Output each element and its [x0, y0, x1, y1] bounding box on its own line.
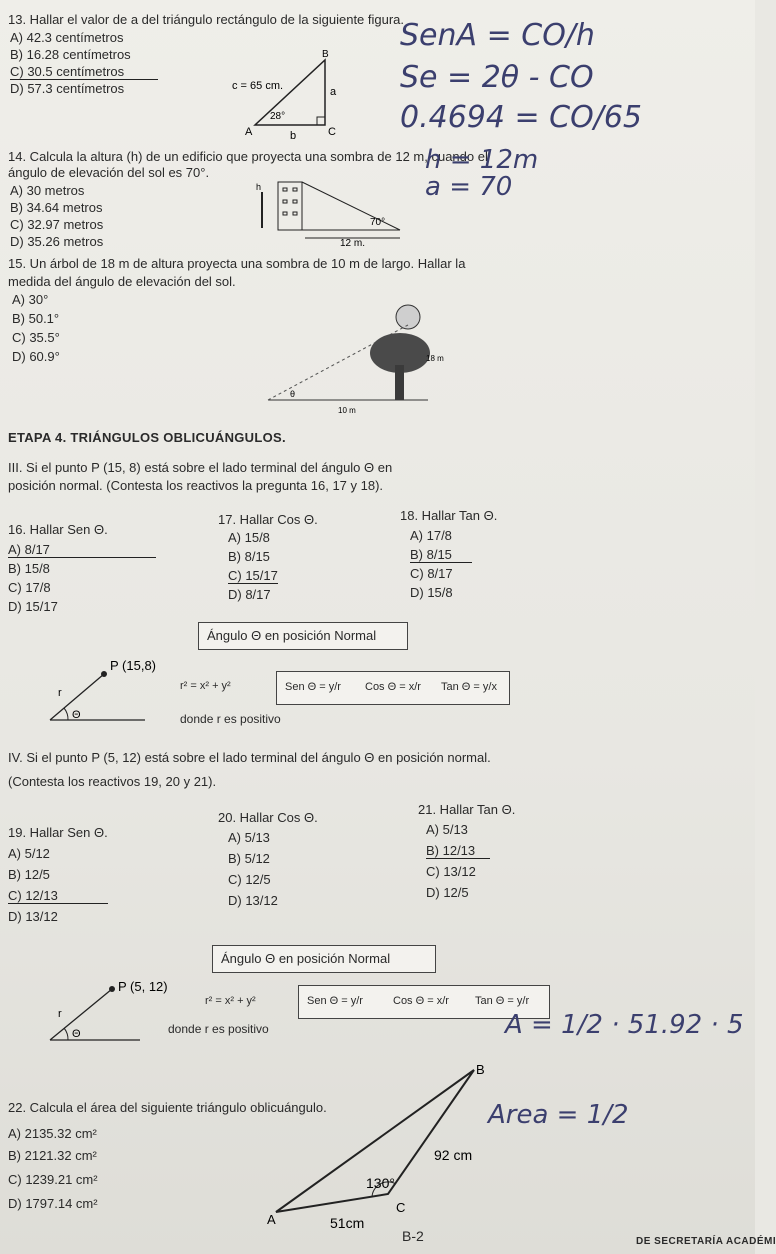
q22-option-a[interactable]: A) 2135.32 cm² — [8, 1126, 97, 1141]
q14-fig-h: h — [256, 182, 262, 192]
p3-formula-box — [276, 671, 510, 705]
q22-text: 22. Calcula el área del siguiente triángulo oblicuángulo. — [8, 1100, 327, 1115]
q20-option-c[interactable]: C) 12/5 — [228, 872, 271, 887]
p3-note: donde r es positivo — [180, 712, 281, 726]
q18-title: 18. Hallar Tan Θ. — [400, 508, 498, 523]
q16-title: 16. Hallar Sen Θ. — [8, 522, 108, 537]
q17-option-a[interactable]: A) 15/8 — [228, 530, 270, 545]
q15-line1: 15. Un árbol de 18 m de altura proyecta una sombra de 10 m de largo. Hallar la — [8, 256, 466, 271]
q13-option-a[interactable]: A) 42.3 centímetros — [10, 30, 124, 45]
p4-box-title-text: Ángulo Θ en posición Normal — [221, 951, 391, 966]
q17-option-b[interactable]: B) 8/15 — [228, 549, 270, 564]
q13-fig-A: A — [245, 126, 253, 138]
q21-title: 21. Hallar Tan Θ. — [418, 802, 516, 817]
q14-line1: 14. Calcula la altura (h) de un edificio que proyecta una sombra de 12 m, cuando el — [8, 149, 488, 164]
q15-fig-height: 18 m — [426, 354, 444, 363]
q17-option-d[interactable]: D) 8/17 — [228, 587, 271, 602]
q20-option-b[interactable]: B) 5/12 — [228, 851, 270, 866]
q15-tree-figure — [268, 295, 444, 415]
q15-option-b[interactable]: B) 50.1° — [12, 311, 60, 326]
p3-cos: Cos Θ = x/r — [365, 681, 421, 693]
q13-fig-angle: 28° — [270, 111, 286, 122]
q22-fig-A: A — [267, 1212, 276, 1227]
q14-option-a[interactable]: A) 30 metros — [10, 183, 85, 198]
q16-option-a[interactable]: A) 8/17 — [8, 542, 156, 558]
q13-triangle-figure — [230, 49, 350, 142]
q22-hand-2: Area = 1/2 — [488, 1100, 629, 1130]
q22-fig-side: 92 cm — [434, 1147, 473, 1163]
q22-hand-1: A = 1/2 · 51.92 · 5 — [505, 1010, 744, 1040]
q22-fig-C: C — [396, 1200, 406, 1215]
q13-option-d[interactable]: D) 57.3 centímetros — [10, 81, 125, 96]
p4-line1: IV. Si el punto P (5, 12) está sobre el lado terminal del ángulo Θ en posición normal. — [8, 750, 491, 765]
p4-line2: (Contesta los reactivos 19, 20 y 21). — [8, 774, 217, 789]
q21-option-a[interactable]: A) 5/13 — [426, 822, 468, 837]
q22-triangle-figure — [262, 1062, 485, 1242]
q19-title: 19. Hallar Sen Θ. — [8, 825, 108, 840]
p4-theta: Θ — [72, 1028, 81, 1040]
p4-angle-figure — [20, 975, 200, 1050]
p3-angle-figure — [20, 660, 180, 730]
q15-fig-base: 10 m — [338, 406, 356, 415]
section-heading: ETAPA 4. TRIÁNGULOS OBLICUÁNGULOS. — [8, 430, 286, 445]
q14-fig-base: 12 m. — [340, 238, 366, 249]
p3-box-title-text: Ángulo Θ en posición Normal — [207, 628, 377, 643]
page-code: B-2 — [402, 1228, 424, 1244]
q13-hand-1: SenA = CO/h — [400, 18, 595, 53]
q17-option-c[interactable]: C) 15/17 — [228, 568, 278, 583]
q14-option-d[interactable]: D) 35.26 metros — [10, 234, 104, 249]
q19-option-b[interactable]: B) 12/5 — [8, 867, 50, 882]
q22-option-d[interactable]: D) 1797.14 cm² — [8, 1196, 98, 1211]
q19-option-c[interactable]: C) 12/13 — [8, 888, 108, 904]
q22-fig-base: 51cm — [330, 1215, 365, 1231]
p3-box-title — [198, 622, 408, 650]
q13-fig-c: c = 65 cm. — [232, 80, 284, 92]
q13-fig-B: B — [322, 49, 329, 60]
q13-option-b[interactable]: B) 16.28 centímetros — [10, 47, 131, 62]
q14-hand-1: h = 12m — [425, 145, 539, 175]
p3-r: r — [58, 687, 62, 699]
p4-box-title — [212, 945, 436, 973]
q15-option-a[interactable]: A) 30° — [12, 292, 49, 307]
q17-title: 17. Hallar Cos Θ. — [218, 512, 318, 527]
q13-fig-a: a — [330, 86, 337, 98]
q22-option-b[interactable]: B) 2121.32 cm² — [8, 1148, 97, 1163]
q15-fig-angle: θ — [290, 389, 296, 399]
q14-option-b[interactable]: B) 34.64 metros — [10, 200, 103, 215]
q15-option-c[interactable]: C) 35.5° — [12, 330, 60, 345]
q18-option-b[interactable]: B) 8/15 — [410, 547, 472, 563]
q22-option-c[interactable]: C) 1239.21 cm² — [8, 1172, 98, 1187]
p3-tan: Tan Θ = y/x — [441, 681, 497, 693]
q22-fig-angle: 130° — [366, 1175, 395, 1191]
q20-title: 20. Hallar Cos Θ. — [218, 810, 318, 825]
q19-option-d[interactable]: D) 13/12 — [8, 909, 58, 924]
q16-option-c[interactable]: C) 17/8 — [8, 580, 51, 595]
p3-pythagoras: r² = x² + y² — [180, 680, 231, 692]
p3-sen: Sen Θ = y/r — [285, 681, 341, 693]
q21-option-b[interactable]: B) 12/13 — [426, 843, 490, 859]
p4-note: donde r es positivo — [168, 1022, 269, 1036]
p3-theta: Θ — [72, 709, 81, 721]
q15-line2: medida del ángulo de elevación del sol. — [8, 274, 236, 289]
q13-hand-2: Se = 2θ - CO — [400, 60, 594, 95]
q13-fig-b: b — [290, 130, 297, 142]
q22-fig-B: B — [476, 1062, 485, 1077]
q21-option-d[interactable]: D) 12/5 — [426, 885, 469, 900]
q14-fig-angle: 70° — [370, 217, 386, 228]
q18-option-c[interactable]: C) 8/17 — [410, 566, 453, 581]
p4-r: r — [58, 1008, 62, 1020]
p3-line2: posición normal. (Contesta los reactivos la pregunta 16, 17 y 18). — [8, 478, 384, 493]
q14-option-c[interactable]: C) 32.97 metros — [10, 217, 104, 232]
q14-hand-2: a = 70 — [425, 172, 513, 202]
q13-fig-C: C — [328, 126, 336, 138]
q14-building-figure — [250, 180, 410, 248]
q13-hand-3: 0.4694 = CO/65 — [400, 100, 643, 135]
q13-option-c[interactable]: C) 30.5 centímetros — [10, 64, 158, 80]
q20-option-d[interactable]: D) 13/12 — [228, 893, 278, 908]
p4-point: P (5, 12) — [118, 979, 168, 994]
q19-option-a[interactable]: A) 5/12 — [8, 846, 50, 861]
p4-tan: Tan Θ = y/r — [475, 995, 530, 1007]
stamp-text: DE SECRETARÍA ACADÉMI — [636, 1236, 776, 1247]
q18-option-d[interactable]: D) 15/8 — [410, 585, 453, 600]
q15-option-d[interactable]: D) 60.9° — [12, 349, 60, 364]
q14-line2: ángulo de elevación del sol es 70°. — [8, 165, 210, 180]
p4-sen: Sen Θ = y/r — [307, 995, 363, 1007]
q21-option-c[interactable]: C) 13/12 — [426, 864, 476, 879]
q16-option-d[interactable]: D) 15/17 — [8, 599, 58, 614]
p3-point: P (15,8) — [110, 658, 157, 673]
q13-text: 13. Hallar el valor de a del triángulo rectángulo de la siguiente figura. — [8, 12, 405, 27]
q16-option-b[interactable]: B) 15/8 — [8, 561, 50, 576]
p3-line1: III. Si el punto P (15, 8) está sobre el lado terminal del ángulo Θ en — [8, 460, 393, 475]
q18-option-a[interactable]: A) 17/8 — [410, 528, 452, 543]
q20-option-a[interactable]: A) 5/13 — [228, 830, 270, 845]
p4-cos: Cos Θ = x/r — [393, 995, 449, 1007]
p4-pythagoras: r² = x² + y² — [205, 995, 256, 1007]
